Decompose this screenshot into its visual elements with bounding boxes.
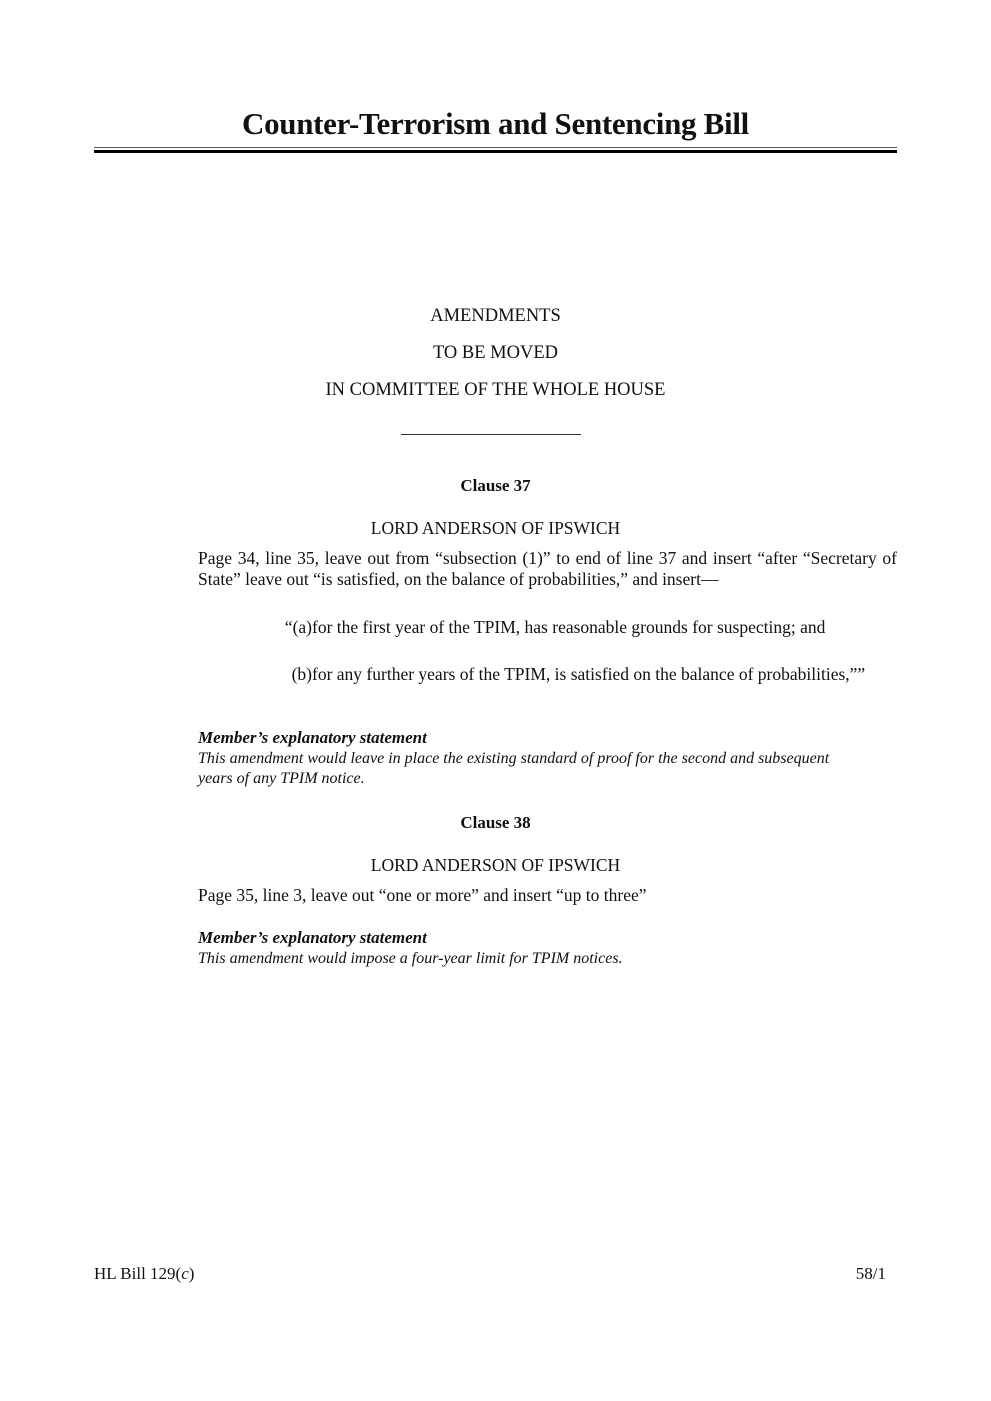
bill-number: HL Bill 129(c) bbox=[94, 1264, 195, 1283]
clause-heading: Clause 38 bbox=[460, 813, 531, 832]
paragraph-text: for any further years of the TPIM, is satisfied on the balance of probabilities,”” bbox=[312, 664, 866, 684]
amendment-text: Page 34, line 35, leave out from “subsection (1)” to end of line 37 and insert “after “Secretary of State” leave out “is satisfied, on the balance of probabilities,” and insert— bbox=[198, 548, 897, 589]
heading-line-2: TO BE MOVED bbox=[432, 343, 559, 363]
member-name: LORD ANDERSON OF IPSWICH bbox=[370, 518, 621, 538]
member-name: LORD ANDERSON OF IPSWICH bbox=[370, 855, 621, 875]
explanatory-statement: This amendment would leave in place the existing standard of proof for the second and subsequent years of any TPIM notice. bbox=[198, 750, 830, 787]
clause-heading: Clause 37 bbox=[460, 476, 531, 495]
document-title: Counter-Terrorism and Sentencing Bill bbox=[241, 106, 749, 141]
title-rule-thin bbox=[94, 147, 897, 148]
page-reference: 58/1 bbox=[855, 1264, 886, 1283]
explanatory-statement: This amendment would impose a four-year limit for TPIM notices. bbox=[198, 950, 623, 967]
paragraph-label: “(a) bbox=[284, 617, 312, 637]
separator-rule bbox=[401, 434, 581, 435]
heading-line-3: IN COMMITTEE OF THE WHOLE HOUSE bbox=[325, 380, 666, 400]
heading-line-1: AMENDMENTS bbox=[430, 306, 561, 326]
explanatory-statement-heading: Member’s explanatory statement bbox=[198, 928, 427, 947]
paragraph-text: for the first year of the TPIM, has reasonable grounds for suspecting; and bbox=[312, 617, 826, 637]
amendment-text: Page 35, line 3, leave out “one or more” and insert “up to three” bbox=[198, 885, 647, 905]
amendment-paragraph-b bbox=[268, 664, 897, 685]
explanatory-statement-heading: Member’s explanatory statement bbox=[198, 728, 427, 747]
amendment-paragraph-a bbox=[268, 617, 897, 638]
title-rule-thick bbox=[94, 150, 897, 153]
paragraph-label: (b) bbox=[291, 664, 312, 684]
